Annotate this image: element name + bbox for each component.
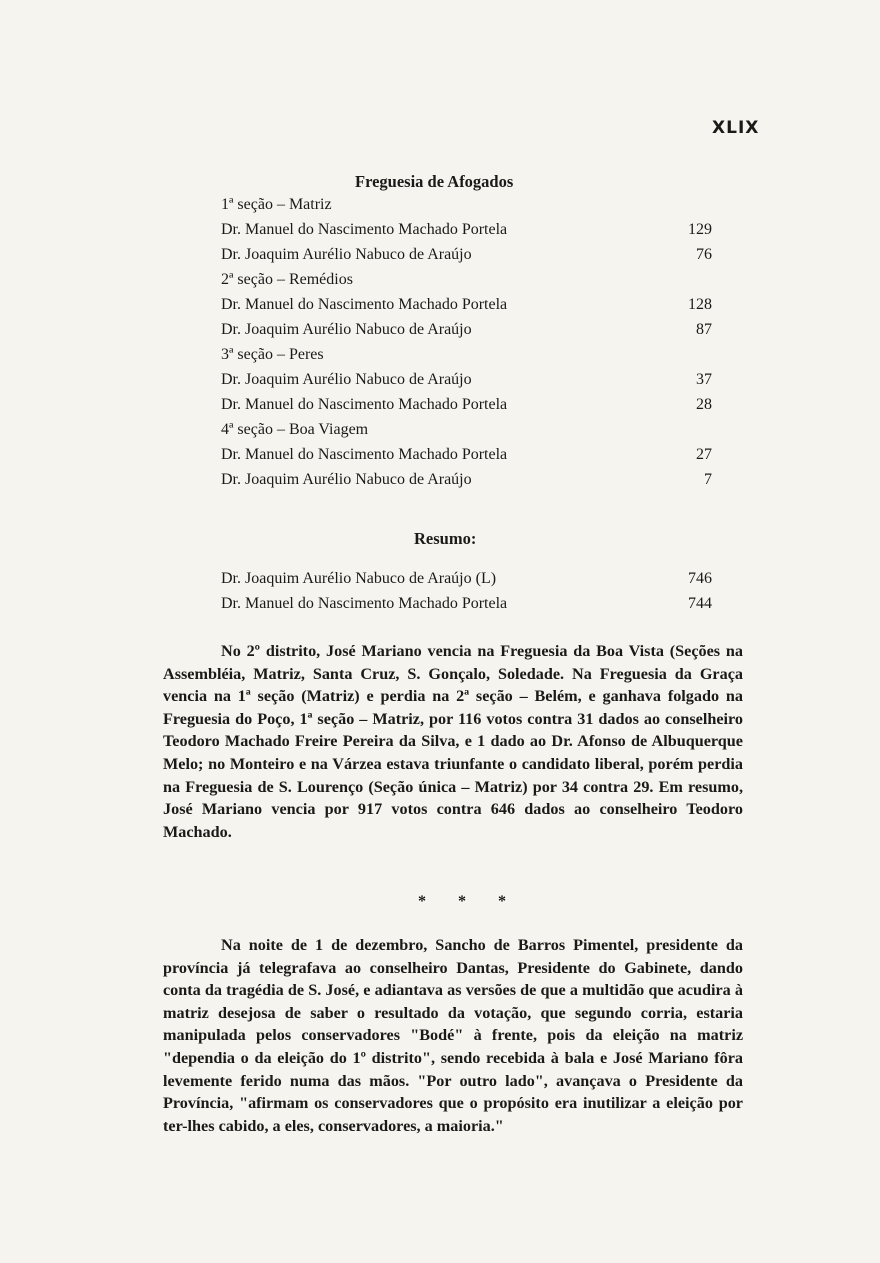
vote-count: 129 (688, 221, 712, 238)
body-paragraph: Na noite de 1 de dezembro, Sancho de Barros Pimentel, presidente da província já telegrafava ao conselheiro Dantas, Presidente do Gabinete, dando conta da tragédia de S. José, e adiantava as versões de que a multidão que acudira à matriz desejosa de saber o resultado da votação, que segundo corria, estaria manipulada pelos conservadores "Bodé" à frente, pois da eleição na matriz "dependia o da eleição do 1º distrito", sendo recebida à bala e José Mariano fôra levemente ferido numa das mãos. "Por outro lado", avançava o Presidente da Província, "afirmam os conservadores que o propósito era inutilizar a eleição por ter-lhes cabido, a eles, conservadores, a maioria." (163, 936, 743, 1135)
page-number: XLIX (712, 118, 760, 138)
vote-count: 37 (696, 371, 712, 388)
section-label: 4ª seção – Boa Viagem (221, 421, 369, 438)
candidate-name: Dr. Joaquim Aurélio Nabuco de Araújo (221, 371, 472, 388)
candidate-name: Dr. Manuel do Nascimento Machado Portela (221, 221, 508, 238)
candidate-name: Dr. Joaquim Aurélio Nabuco de Araújo (L) (221, 570, 497, 587)
table-row (221, 595, 712, 619)
vote-count: 87 (696, 321, 712, 338)
candidate-name: Dr. Joaquim Aurélio Nabuco de Araújo (221, 321, 472, 338)
table-row (221, 321, 712, 345)
section-label: 1ª seção – Matriz (221, 196, 332, 213)
table-row (221, 221, 712, 245)
candidate-name: Dr. Manuel do Nascimento Machado Portela (221, 595, 508, 612)
table-heading: Freguesia de Afogados (355, 172, 514, 191)
table-row (221, 371, 712, 395)
body-paragraph: No 2º distrito, José Mariano vencia na Freguesia da Boa Vista (Seções na Assembléia, Matriz, Santa Cruz, S. Gonçalo, Soledade. Na Freguesia da Graça vencia na 1ª seção (Matriz) e perdia na 2ª seção – Belém, e ganhava folgado na Freguesia do Poço, 1ª seção – Matriz, por 116 votos contra 31 dados ao conselheiro Teodoro Machado Freire Pereira da Silva, e 1 dado ao Dr. Afonso de Albuquerque Melo; no Monteiro e na Várzea estava triunfante o candidato liberal, porém perdia na Freguesia de S. Lourenço (Seção única – Matriz) por 34 contra 29. Em resumo, José Mariano vencia por 917 votos contra 646 dados ao conselheiro Teodoro Machado. (163, 642, 743, 841)
vote-count: 28 (696, 396, 712, 413)
section-separator: * * * (418, 893, 520, 910)
vote-count: 76 (696, 246, 712, 263)
table-row (221, 471, 712, 495)
vote-count: 7 (704, 471, 712, 488)
candidate-name: Dr. Manuel do Nascimento Machado Portela (221, 296, 508, 313)
section-label: 3ª seção – Peres (221, 346, 324, 363)
resumo-heading: Resumo: (414, 529, 477, 548)
table-row (221, 246, 712, 270)
candidate-name: Dr. Joaquim Aurélio Nabuco de Araújo (221, 471, 472, 488)
vote-count: 746 (688, 570, 712, 587)
candidate-name: Dr. Manuel do Nascimento Machado Portela (221, 446, 508, 463)
vote-count: 27 (696, 446, 712, 463)
section-label: 2ª seção – Remédios (221, 271, 353, 288)
candidate-name: Dr. Joaquim Aurélio Nabuco de Araújo (221, 246, 472, 263)
table-row (221, 296, 712, 320)
vote-count: 128 (688, 296, 712, 313)
candidate-name: Dr. Manuel do Nascimento Machado Portela (221, 396, 508, 413)
table-row (221, 446, 712, 470)
table-row (221, 396, 712, 420)
table-row (221, 570, 712, 594)
vote-count: 744 (688, 595, 712, 612)
